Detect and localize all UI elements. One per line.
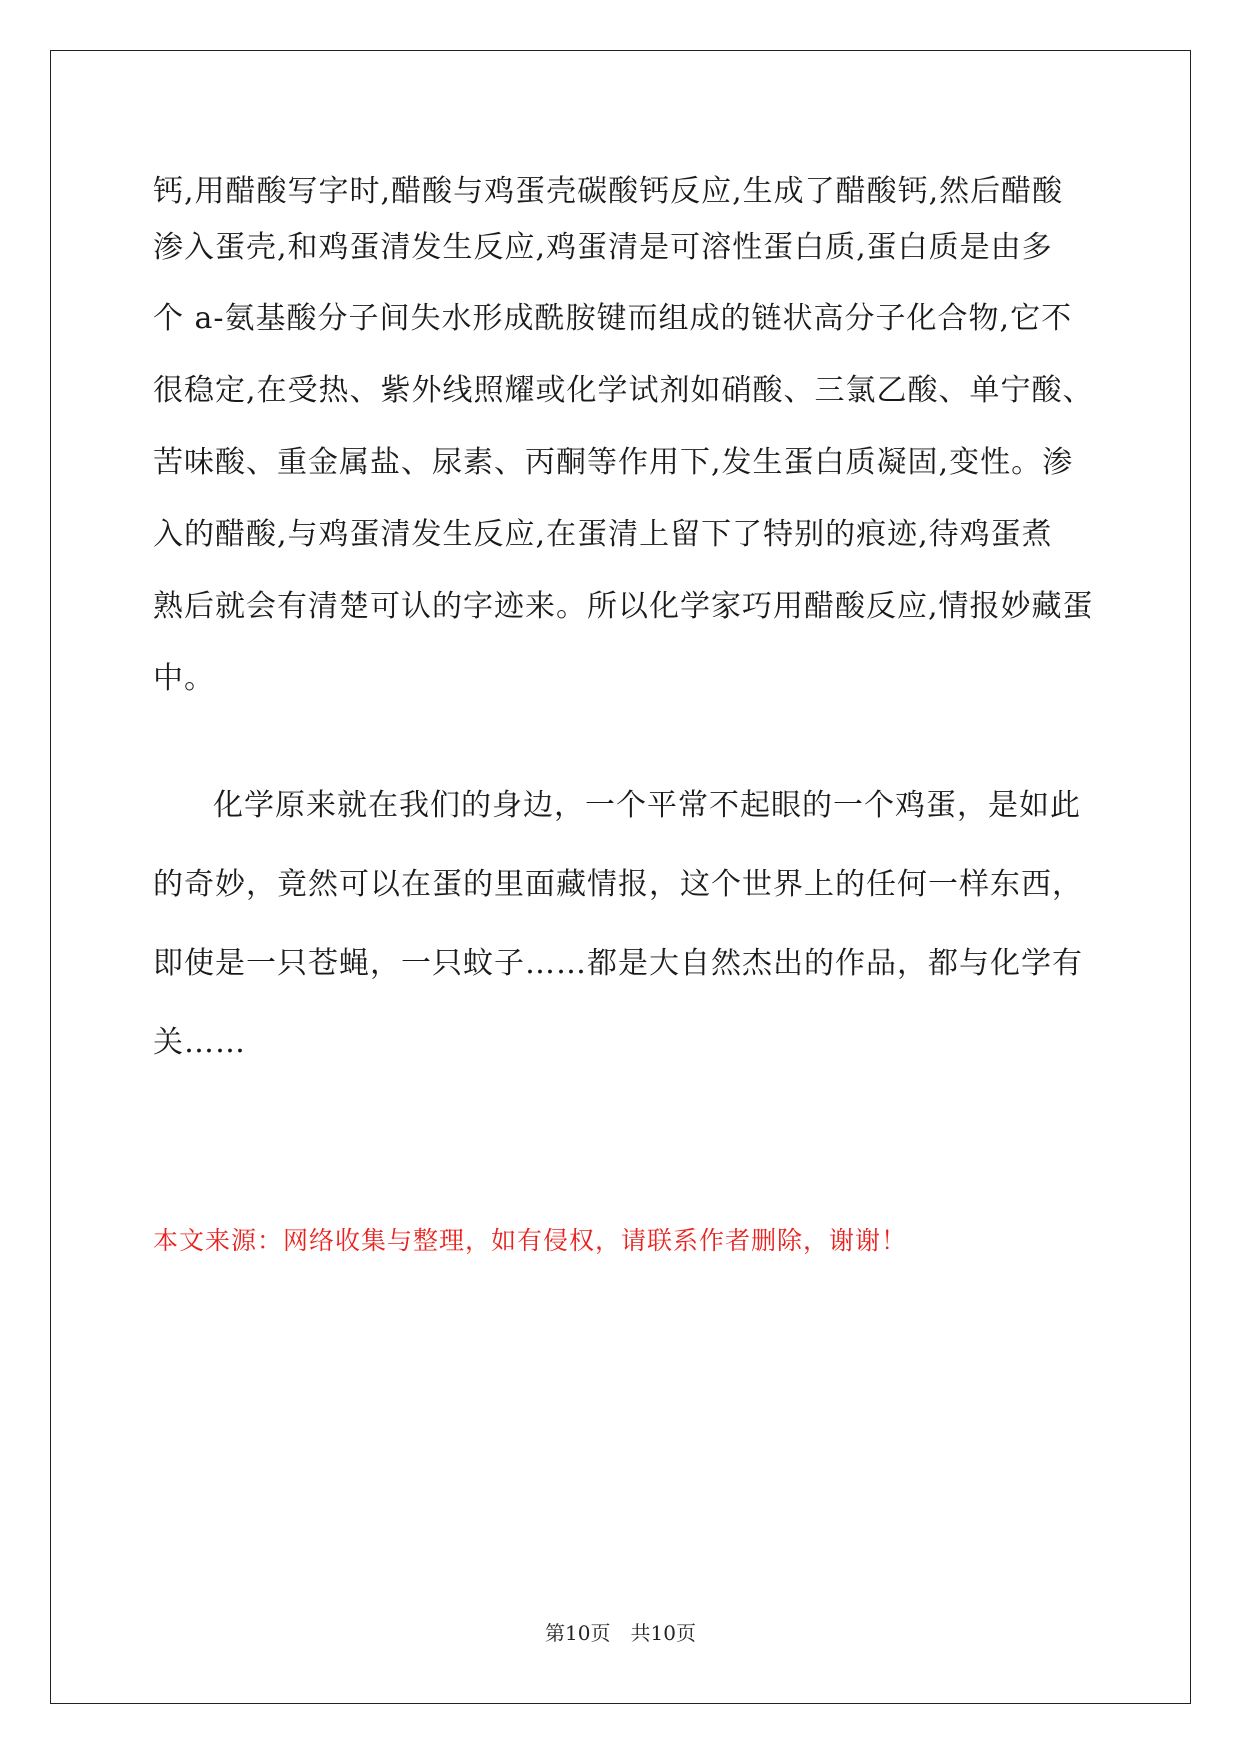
body-line: 即使是一只苍蝇，一只蚊子……都是大自然杰出的作品，都与化学有 <box>153 946 1083 981</box>
body-line: 化学原来就在我们的身边，一个平常不起眼的一个鸡蛋，是如此 <box>213 788 1081 823</box>
source-notice: 本文来源：网络收集与整理，如有侵权，请联系作者删除，谢谢！ <box>153 1226 908 1255</box>
body-line: 个 a-氨基酸分子间失水形成酰胺键而组成的链状高分子化合物,它不 <box>153 301 1073 336</box>
body-line: 苦味酸、重金属盐、尿素、丙酮等作用下,发生蛋白质凝固,变性。渗 <box>153 445 1074 480</box>
body-line: 入的醋酸,与鸡蛋清发生反应,在蛋清上留下了特别的痕迹,待鸡蛋煮 <box>153 517 1053 552</box>
body-line: 钙,用醋酸写字时,醋酸与鸡蛋壳碳酸钙反应,生成了醋酸钙,然后醋酸 <box>153 174 1064 209</box>
body-line: 很稳定,在受热、紫外线照耀或化学试剂如硝酸、三氯乙酸、单宁酸、 <box>153 373 1094 408</box>
page-footer: 第10页 共10页 <box>545 1621 696 1645</box>
body-line: 关…… <box>153 1025 246 1060</box>
body-line: 渗入蛋壳,和鸡蛋清发生反应,鸡蛋清是可溶性蛋白质,蛋白质是由多 <box>153 230 1053 265</box>
body-line: 熟后就会有清楚可认的字迹来。所以化学家巧用醋酸反应,情报妙藏蛋 <box>153 589 1094 624</box>
body-line: 的奇妙，竟然可以在蛋的里面藏情报，这个世界上的任何一样东西， <box>153 867 1083 902</box>
body-line: 中。 <box>153 661 215 696</box>
